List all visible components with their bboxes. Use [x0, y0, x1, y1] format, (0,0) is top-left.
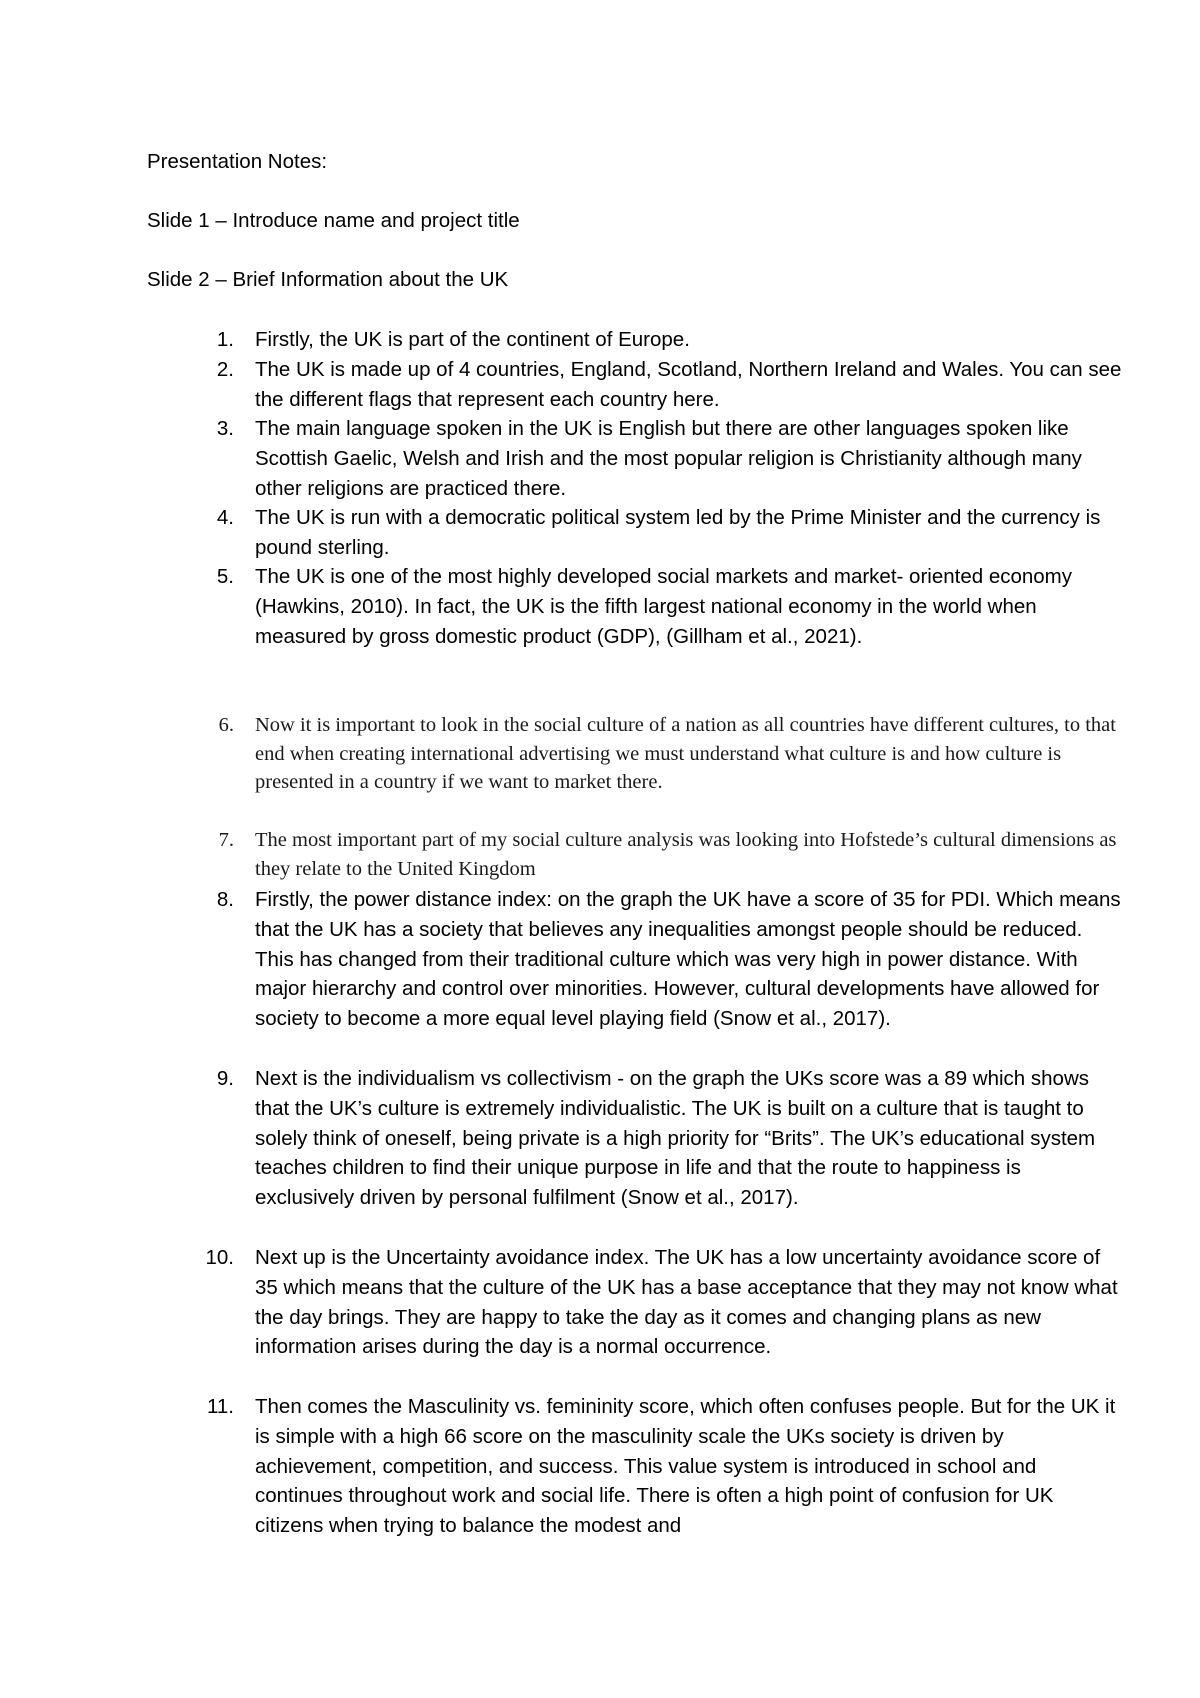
list-item-number: 8. — [216, 888, 234, 911]
list-item-number: 1. — [216, 328, 234, 351]
list-item-text: The UK is one of the most highly developed social markets and market- oriented economy (Hawkins, 2010). In fact, the UK is the fifth largest national economy in the world when measured by gross domestic product (GDP), (Gillham et al., 2021). — [255, 565, 1072, 648]
list-item-number: 9. — [216, 1067, 234, 1090]
list-item-text: The UK is run with a democratic political system led by the Prime Minister and the currency is pound sterling. — [255, 506, 1101, 559]
list-item-text: Next up is the Uncertainty avoidance index. The UK has a low uncertainty avoidance score of 35 which means that the culture of the UK has a base acceptance that they may not know what the day brings. They are happy to take the day as it comes and changing plans as new information arises during the day is a normal occurrence. — [255, 1246, 1118, 1359]
list-item-number: 5. — [216, 565, 234, 588]
list-item-text: Then comes the Masculinity vs. femininity score, which often confuses people. But for the UK it is simple with a high 66 score on the masculinity scale the UKs society is driven by achievement, competition, and success. This value system is introduced in school and continues throughout work and social life. There is often a high point of confusion for UK citizens when trying to balance the modest and — [255, 1395, 1116, 1538]
list-item-text: The UK is made up of 4 countries, England, Scotland, Northern Ireland and Wales. You can see the different flags that represent each country here. — [255, 358, 1122, 411]
list-item-number: 10. — [205, 1246, 234, 1269]
list-item-text: The main language spoken in the UK is English but there are other languages spoken like Scottish Gaelic, Welsh and Irish and the most popular religion is Christianity although many other religions are practiced there. — [255, 417, 1082, 500]
list-item-text: Next is the individualism vs collectivism - on the graph the UKs score was a 89 which shows that the UK’s culture is extremely individualistic. The UK is built on a culture that is taught to solely think of oneself, being private is a high priority for “Brits”. The UK’s educational system teaches children to find their unique purpose in life and that the route to happiness is exclusively driven by personal fulfilment (Snow et al., 2017). — [255, 1067, 1096, 1210]
list-item-number: 11. — [207, 1395, 234, 1418]
list-item-text: Firstly, the UK is part of the continent of Europe. — [255, 328, 690, 351]
list-item-number: 2. — [216, 358, 234, 381]
slide-2-note: Slide 2 – Brief Information about the UK — [147, 268, 509, 291]
list-item-number: 3. — [216, 417, 234, 440]
list-item-number: 4. — [216, 506, 234, 529]
list-item-number: 7. — [218, 829, 234, 851]
list-item-text: Firstly, the power distance index: on the graph the UK have a score of 35 for PDI. Which means that the UK has a society that believes any inequalities amongst people should be reduced. This has changed from their traditional culture which was very high in power distance. With major hierarchy and control over minorities. However, cultural developments have allowed for society to become a more equal level playing field (Snow et al., 2017). — [255, 888, 1121, 1031]
list-item-text: Now it is important to look in the social culture of a nation as all countries have different cultures, to that end when creating international advertising we must understand what culture is and how culture is presented in a country if we want to market there. — [255, 714, 1116, 793]
page-heading: Presentation Notes: — [147, 150, 328, 173]
slide-1-note: Slide 1 – Introduce name and project title — [147, 209, 520, 232]
list-item-text: The most important part of my social culture analysis was looking into Hofstede’s cultural dimensions as they relate to the United Kingdom — [255, 829, 1117, 880]
list-item-number: 6. — [218, 714, 234, 736]
